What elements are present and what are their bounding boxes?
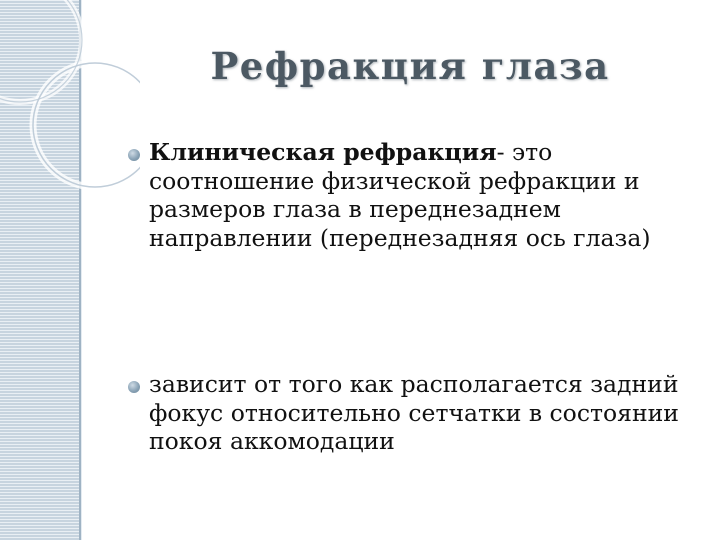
bullet-text: зависит от того как располагается задний фокус относительно сетчатки в состоянии покоя аккомодации — [149, 370, 679, 455]
bullet-term: Клиническая рефракция — [149, 138, 497, 166]
bullet-item-focus-position — [128, 370, 698, 456]
round-bullet-icon — [128, 381, 140, 393]
bullet-description: - это соотношение физической рефракции и размеров глаза в переднезаднем направлении (переднезадняя ось глаза) — [149, 138, 651, 252]
bullet-text — [149, 138, 698, 252]
round-bullet-icon — [128, 149, 140, 161]
concentric-arcs-decoration — [0, 0, 140, 200]
bullet-item-clinical-refraction — [128, 138, 698, 252]
slide-title: Рефракция глаза — [210, 44, 610, 88]
